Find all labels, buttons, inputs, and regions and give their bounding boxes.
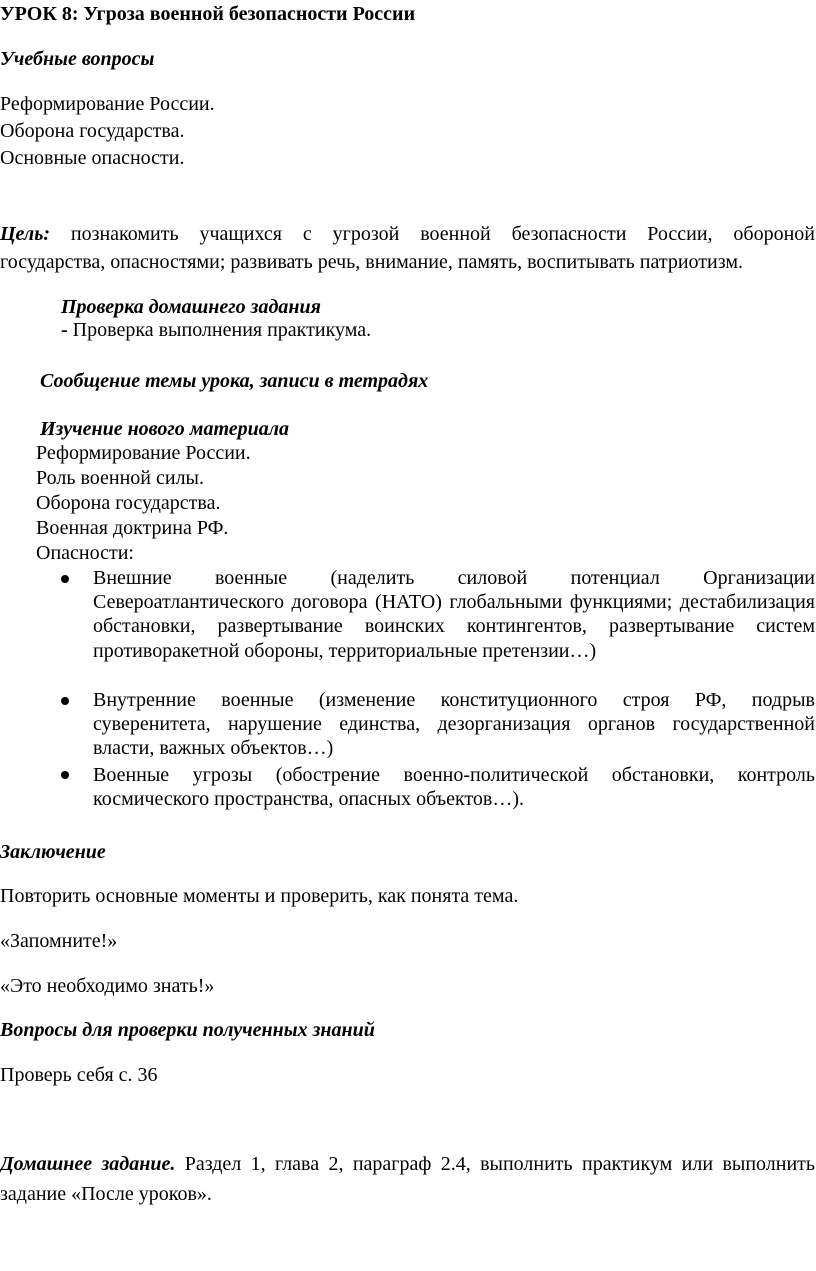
goal-text-line-1: познакомить учащихся с угрозой военной безопасности России, обороной xyxy=(70,223,815,245)
questions-text: Проверь себя с. 36 xyxy=(0,1064,158,1086)
study-question-item: Реформирование России. xyxy=(0,93,215,115)
study-questions-heading: Учебные вопросы xyxy=(0,48,155,70)
danger-item: Военные угрозы (обострение военно-политической обстановки, контроль космического пространства, опасных объектов…). xyxy=(93,764,815,811)
study-question-item: Основные опасности. xyxy=(0,147,185,169)
goal-text-line-2: государства, опасностями; развивать речь, внимание, память, воспитывать патриотизм. xyxy=(0,251,743,273)
homework-check-text: Проверка выполнения практикума. xyxy=(72,319,372,341)
quote-remember: «Запомните!» xyxy=(0,930,118,952)
dash-marker: - xyxy=(61,319,68,341)
bullet-icon xyxy=(61,771,69,779)
danger-item: Внешние военные (наделить силовой потенциал Организации Североатлантического договора (НАТО) глобальными функциями; дестабилизация обстановки, развертывание воинских контингентов, развертывание систем противоракетной обороны, территориальные претензии…) xyxy=(93,567,815,662)
study-question-item: Оборона государства. xyxy=(0,120,185,142)
topic-message: Сообщение темы урока, записи в тетрадях xyxy=(40,370,429,392)
homework-text-line-2: задание «После уроков». xyxy=(0,1183,212,1205)
homework-check-item xyxy=(61,318,371,342)
danger-item: Внутренние военные (изменение конституционного строя РФ, подрыв суверенитета, нарушение единства, дезорганизация органов государственной власти, важных объектов…) xyxy=(93,689,815,760)
bullet-icon xyxy=(61,697,69,705)
conclusion-text: Повторить основные моменты и проверить, как понята тема. xyxy=(0,885,519,907)
homework-text-line-1: Раздел 1, глава 2, параграф 2.4, выполнить практикум или выполнить xyxy=(184,1153,816,1175)
new-material-item: Реформирование России. xyxy=(36,442,251,464)
lesson-title: УРОК 8: Угроза военной безопасности России xyxy=(0,3,416,25)
new-material-item: Опасности: xyxy=(36,542,134,564)
new-material-heading: Изучение нового материала xyxy=(40,418,289,440)
goal-line-1 xyxy=(0,222,815,246)
homework-check-heading: Проверка домашнего задания xyxy=(61,296,321,318)
questions-heading: Вопросы для проверки полученных знаний xyxy=(0,1019,375,1041)
goal-label: Цель: xyxy=(0,223,50,245)
new-material-item: Оборона государства. xyxy=(36,492,221,514)
quote-must-know: «Это необходимо знать!» xyxy=(0,975,215,997)
new-material-item: Военная доктрина РФ. xyxy=(36,517,229,539)
homework-line-1 xyxy=(0,1152,815,1176)
homework-label: Домашнее задание. xyxy=(0,1153,176,1175)
bullet-icon xyxy=(61,575,69,583)
conclusion-heading: Заключение xyxy=(0,841,106,863)
new-material-item: Роль военной силы. xyxy=(36,467,204,489)
